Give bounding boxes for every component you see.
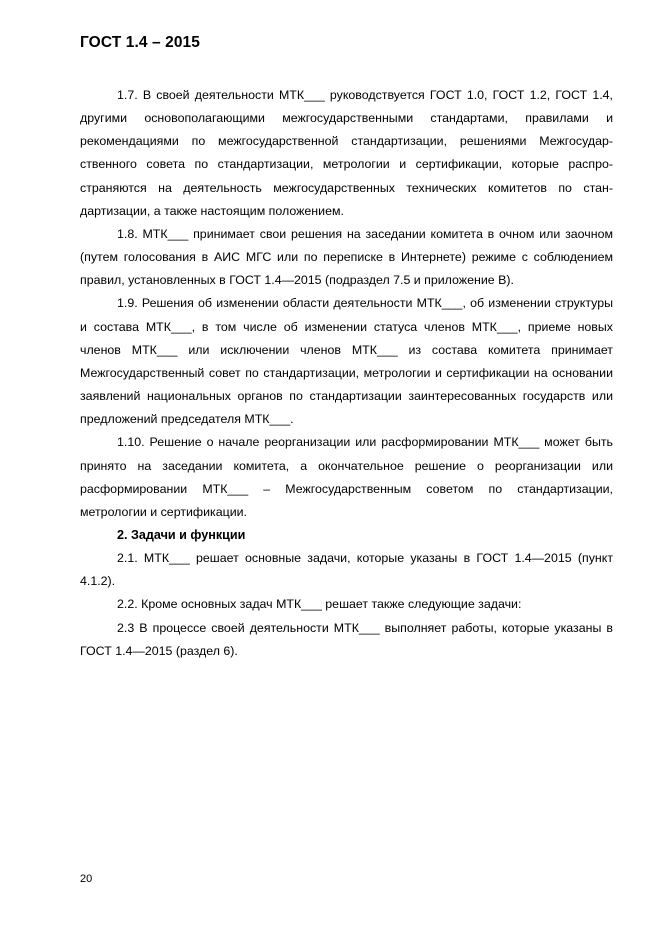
- paragraph-2-3: 2.3 В процессе своей деятельности МТК___ выполняет работы, которые указаны в ГОСТ 1.4—2015 (раздел 6).: [80, 620, 613, 658]
- document-body: [80, 84, 613, 663]
- paragraph-2-2: 2.2. Кроме основных задач МТК___ решает также следующие задачи:: [117, 597, 522, 612]
- section-heading-2: 2. Задачи и функции: [117, 527, 246, 542]
- document-header-title: ГОСТ 1.4 – 2015: [80, 34, 200, 51]
- paragraph-1-9: 1.9. Решения об изменении области деятельности МТК___, об изменении структуры и состава МТК___, в том числе об изменении статуса членов МТК___, приеме новых членов МТК___ или исключении членов МТК___ из состава комитета принимает Межгосударственный совет по стандартизации, метрологии и сертификации на основании заявлений национальных органов по стандартизации заинтересованных государств или предложений председателя МТК___.: [80, 296, 613, 427]
- page-number: 20: [80, 873, 93, 885]
- paragraph-2-1: 2.1. МТК___ решает основные задачи, которые указаны в ГОСТ 1.4—2015 (пункт 4.1.2).: [80, 551, 613, 589]
- paragraph-1-8: 1.8. МТК___ принимает свои решения на заседании комитета в очном или заочном (путем голосования в АИС МГС или по переписке в Интернете) режиме с соблюдением правил, установленных в ГОСТ 1.4—2015 (подраздел 7.5 и приложение В).: [80, 226, 613, 288]
- paragraph-1-7: 1.7. В своей деятельности МТК___ руководствуется ГОСТ 1.0, ГОСТ 1.2, ГОСТ 1.4, другими основополагающими межгосударственными стандартами, правилами и рекомендациями по межгосударственной стандартизации, решениями Межгосударственного совета по стандартизации, метрологии и сертификации, которые распространяются на деятельность межгосударственных технических комитетов по стандартизации, а также настоящим положением.: [80, 88, 613, 218]
- paragraph-1-10: 1.10. Решение о начале реорганизации или расформировании МТК___ может быть принято на заседании комитета, а окончательное решение о реорганизации или расформировании МТК___ – Межгосударственным советом по стандартизации, метрологии и сертификации.: [80, 435, 613, 519]
